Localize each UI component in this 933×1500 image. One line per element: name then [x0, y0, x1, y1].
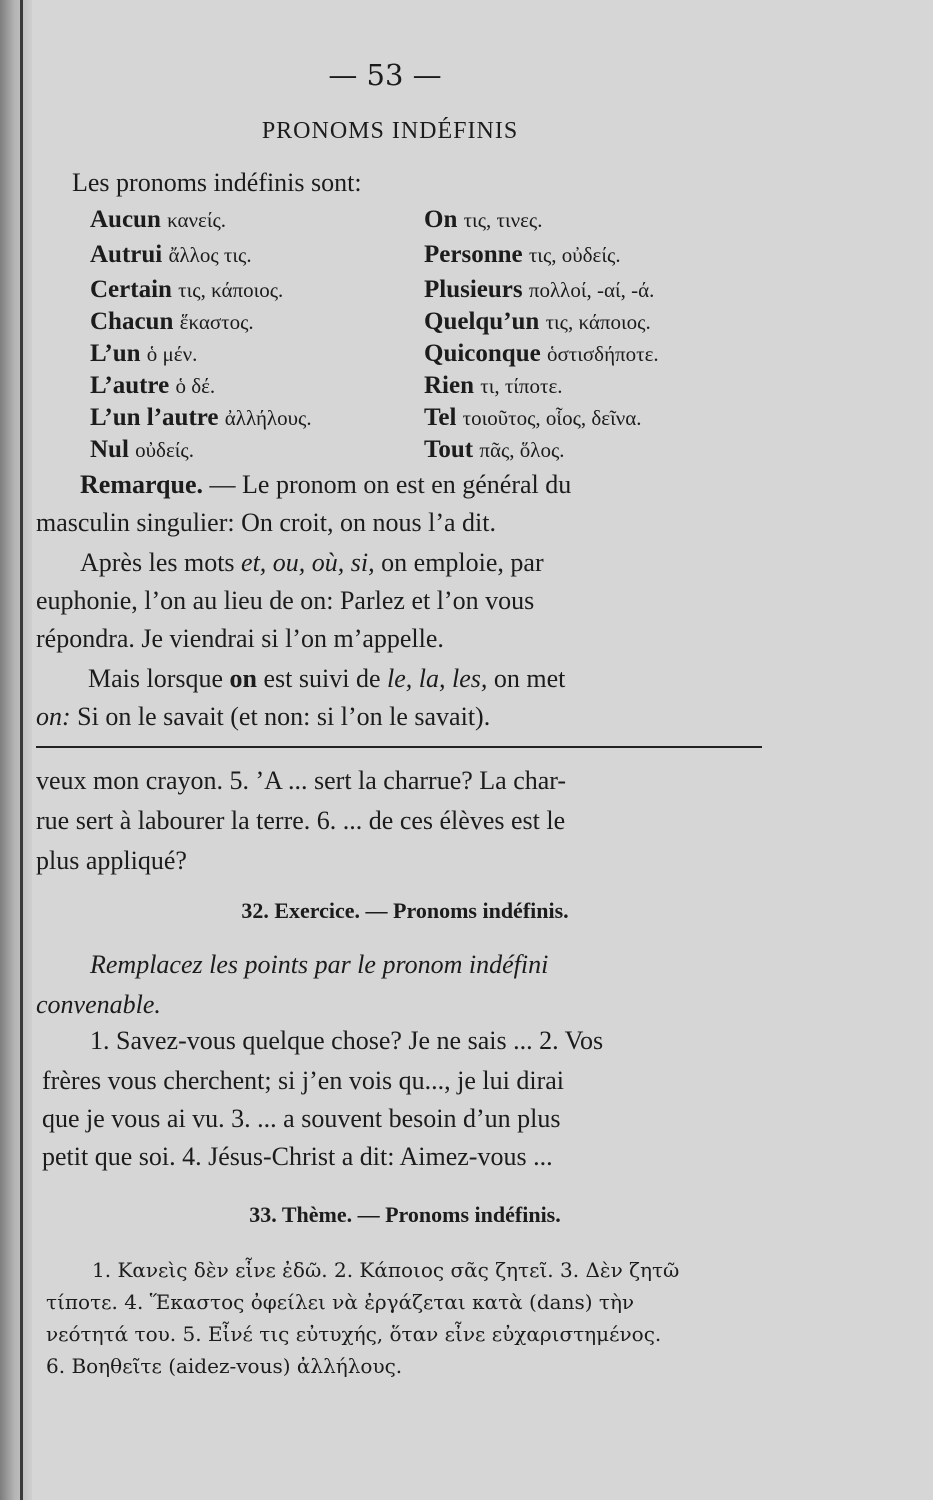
- pronoun-right-2: Personne τις, οὐδείς.: [424, 241, 621, 268]
- pronoun-right-4: Quelqu’un τις, κάποιος.: [424, 308, 651, 335]
- theme-title: 33. Thème. — Pronoms indéfinis.: [249, 1202, 561, 1227]
- exercice-line-1: 1. Savez-vous quelque chose? Je ne sais ... 2. Vos: [90, 1026, 604, 1055]
- theme-line-1: 1. Κανεὶς δὲν εἶνε ἐδῶ. 2. Κάποιος σᾶς ζητεῖ. 3. Δὲν ζητῶ: [92, 1258, 680, 1282]
- pronoun-left-4: Chacun ἕκαστος.: [90, 308, 254, 335]
- exercice-line-3: que je vous ai vu. 3. ... a souvent besoin d’un plus: [42, 1104, 561, 1133]
- intro-line: Les pronoms indéfinis sont:: [72, 168, 362, 197]
- pronoun-right-8: Tout πᾶς, ὅλος.: [424, 436, 565, 463]
- mais-line-2: on: Si on le savait (et non: si l’on le savait).: [36, 702, 491, 731]
- theme-line-2: τίποτε. 4. Ἕκαστος ὀφείλει νὰ ἐργάζεται κατὰ (dans) τὴν: [46, 1290, 635, 1314]
- section-heading: PRONOMS INDÉFINIS: [261, 118, 519, 144]
- remarque-line-2: masculin singulier: On croit, on nous l’a dit.: [36, 508, 496, 537]
- theme-line-3: νεότητά του. 5. Εἶνέ τις εὐτυχής, ὅταν εἶνε εὐχαριστημένος.: [46, 1322, 662, 1346]
- apres-line-1: Après les mots et, ou, où, si, on emploie, par: [80, 548, 544, 577]
- continuation-line-3: plus appliqué?: [36, 846, 187, 875]
- pronoun-right-7: Tel τοιοῦτος, οἷος, δεῖνα.: [424, 404, 642, 431]
- pronoun-left-6: L’autre ὁ δέ.: [90, 372, 216, 399]
- spine-edge: [20, 0, 23, 1500]
- exercice-line-4: petit que soi. 4. Jésus-Christ a dit: Aimez-vous ...: [42, 1142, 553, 1171]
- exercice-instruction-2: convenable.: [36, 990, 161, 1019]
- pronoun-left-1: Aucun κανείς.: [90, 206, 227, 233]
- apres-line-2: euphonie, l’on au lieu de on: Parlez et l’on vous: [36, 586, 535, 615]
- pronoun-left-5: L’un ὁ μέν.: [90, 340, 198, 367]
- mais-line-1: Mais lorsque on est suivi de le, la, les, on met: [88, 664, 566, 693]
- pronoun-right-6: Rien τι, τίποτε.: [424, 372, 563, 399]
- pronoun-left-2: Autrui ἄλλος τις.: [90, 241, 252, 268]
- footnote-divider: [36, 746, 762, 748]
- theme-line-4: 6. Βοηθεῖτε (aidez-vous) ἀλλήλους.: [46, 1354, 403, 1378]
- remarque-line-1: Remarque. — Le pronom on est en général du: [80, 470, 572, 499]
- pronoun-right-3: Plusieurs πολλοί, -αί, -ά.: [424, 276, 655, 303]
- exercice-title: 32. Exercice. — Pronoms indéfinis.: [241, 898, 569, 923]
- pronoun-left-3: Certain τις, κάποιος.: [90, 276, 284, 303]
- book-spine-shadow: [0, 0, 32, 1500]
- pronoun-right-1: On τις, τινες.: [424, 206, 543, 233]
- continuation-line-1: veux mon crayon. 5. ’A ... sert la charrue? La char-: [36, 766, 567, 795]
- page-number: — 53 —: [328, 58, 442, 92]
- pronoun-right-5: Quiconque ὁστισδήποτε.: [424, 340, 659, 367]
- continuation-line-2: rue sert à labourer la terre. 6. ... de ces élèves est le: [36, 806, 566, 835]
- apres-line-3: répondra. Je viendrai si l’on m’appelle.: [36, 624, 444, 653]
- pronoun-left-8: Nul οὐδείς.: [90, 436, 194, 463]
- exercice-line-2: frères vous cherchent; si j’en vois qu..., je lui dirai: [42, 1066, 565, 1095]
- exercice-instruction-1: Remplacez les points par le pronom indéfini: [90, 950, 549, 979]
- pronoun-left-7: L’un l’autre ἀλλήλους.: [90, 404, 312, 431]
